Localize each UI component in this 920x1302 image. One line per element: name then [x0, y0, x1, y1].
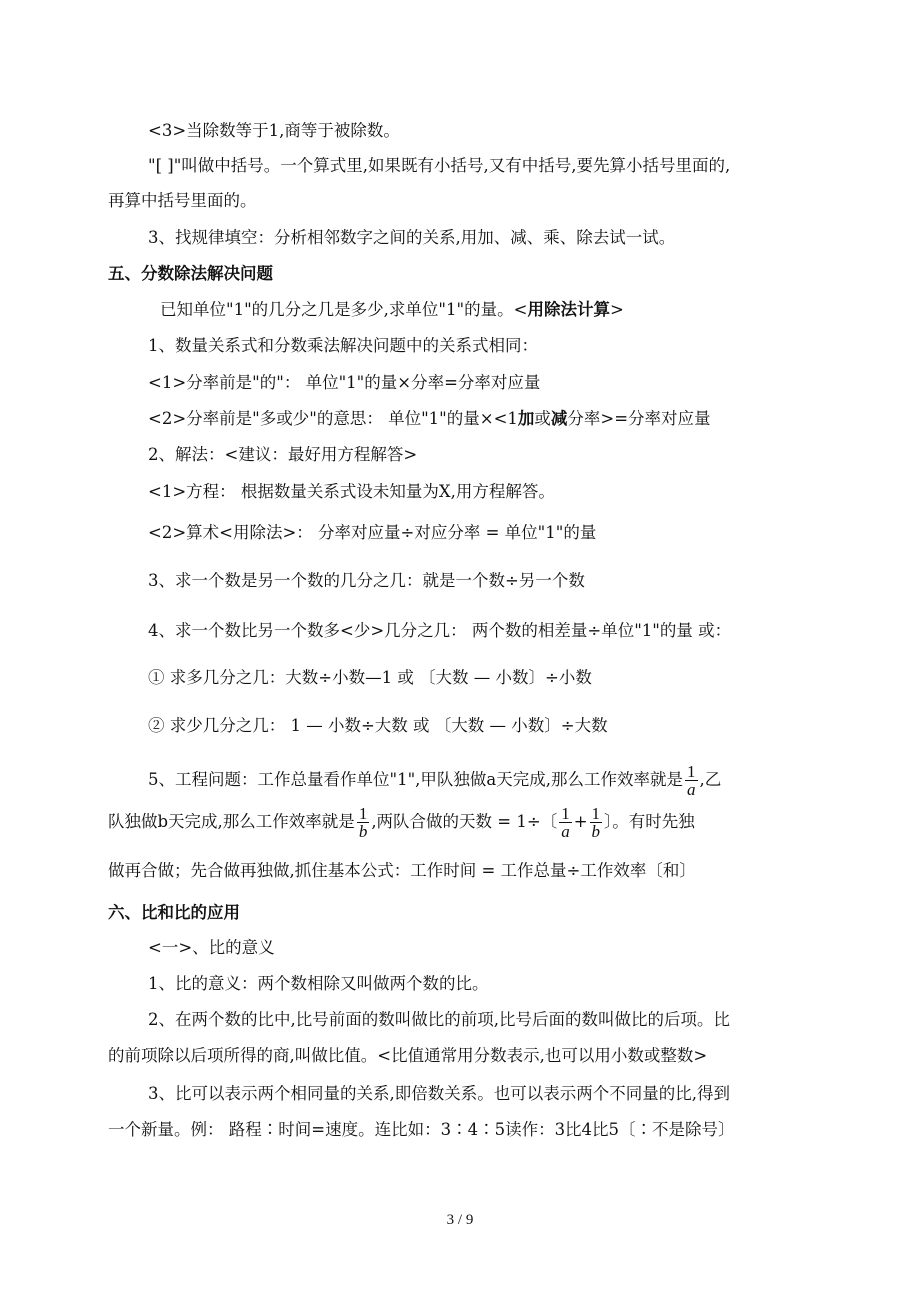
- page-number: 3 / 9: [446, 1212, 474, 1228]
- text-line: <3>当除数等于1,商等于被除数。: [148, 121, 400, 140]
- fraction-1-over-b: $\frac{1}{b}$: [591, 804, 601, 841]
- text-line: 1、数量关系式和分数乘法解决问题中的关系式相同：: [148, 336, 538, 355]
- text-line: 一个新量。例： 路程∶时间=速度。连比如：3∶4∶5读作：3比4比5〔∶不是除号〕: [108, 1120, 735, 1139]
- text-line: 5、工程问题：工作总量看作单位"1",甲队独做a天完成,那么工作效率就是 $\frac{1}{a}$ ,乙: [148, 762, 722, 799]
- section-heading: 五、分数除法解决问题: [108, 264, 273, 283]
- text-line: ② 求少几分之几： 1 — 小数÷大数 或 〔大数 — 小数〕÷大数: [148, 716, 608, 735]
- text-line: "[ ]"叫做中括号。一个算式里,如果既有小括号,又有中括号,要先算小括号里面的,: [148, 156, 731, 175]
- text-line: <2>算术<用除法>： 分率对应量÷对应分率 = 单位"1"的量: [148, 523, 597, 542]
- fraction-1-over-a: $\frac{1}{a}$: [561, 804, 570, 841]
- section-heading: 六、比和比的应用: [108, 903, 240, 922]
- text-line: 已知单位"1"的几分之几是多少,求单位"1"的量。<用除法计算>: [160, 300, 624, 319]
- text-line: <1>方程： 根据数量关系式设未知量为X,用方程解答。: [148, 482, 555, 501]
- fraction-1-over-a: $\frac{1}{a}$: [687, 762, 696, 799]
- text-line: 1、比的意义：两个数相除又叫做两个数的比。: [148, 974, 489, 993]
- text-line: 3、找规律填空：分析相邻数字之间的关系,用加、减、乘、除去试一试。: [148, 228, 676, 247]
- text-line: 再算中括号里面的。: [108, 191, 257, 210]
- text-line: 3、比可以表示两个相同量的关系,即倍数关系。也可以表示两个不同量的比,得到: [148, 1084, 730, 1103]
- text-line: <1>分率前是"的"： 单位"1"的量×分率=分率对应量: [148, 373, 541, 392]
- text-line: ① 求多几分之几：大数÷小数—1 或 〔大数 — 小数〕÷小数: [148, 668, 592, 687]
- text-line: 2、解法：<建议：最好用方程解答>: [148, 445, 418, 464]
- text-line: 做再合做；先合做再独做,抓住基本公式：工作时间 = 工作总量÷工作效率〔和〕: [108, 861, 696, 880]
- text-line: 3、求一个数是另一个数的几分之几：就是一个数÷另一个数: [148, 571, 585, 590]
- text-line: <一>、比的意义: [148, 938, 275, 957]
- text-line: 2、在两个数的比中,比号前面的数叫做比的前项,比号后面的数叫做比的后项。比: [148, 1010, 730, 1029]
- text-line: 的前项除以后项所得的商,叫做比值。<比值通常用分数表示,也可以用小数或整数>: [108, 1046, 708, 1065]
- fraction-1-over-b: $\frac{1}{b}$: [358, 804, 368, 841]
- text-line: 4、求一个数比另一个数多<少>几分之几： 两个数的相差量÷单位"1"的量 或：: [148, 621, 732, 640]
- text-line: 队独做b天完成,那么工作效率就是 $\frac{1}{b}$ ,两队合做的天数 = 1÷〔 $\frac{1}{a}$ + $\frac{1}{b}$ 〕。有时先独: [108, 804, 695, 841]
- text-line: <2>分率前是"多或少"的意思： 单位"1"的量×<1加或减分率>=分率对应量: [148, 409, 711, 428]
